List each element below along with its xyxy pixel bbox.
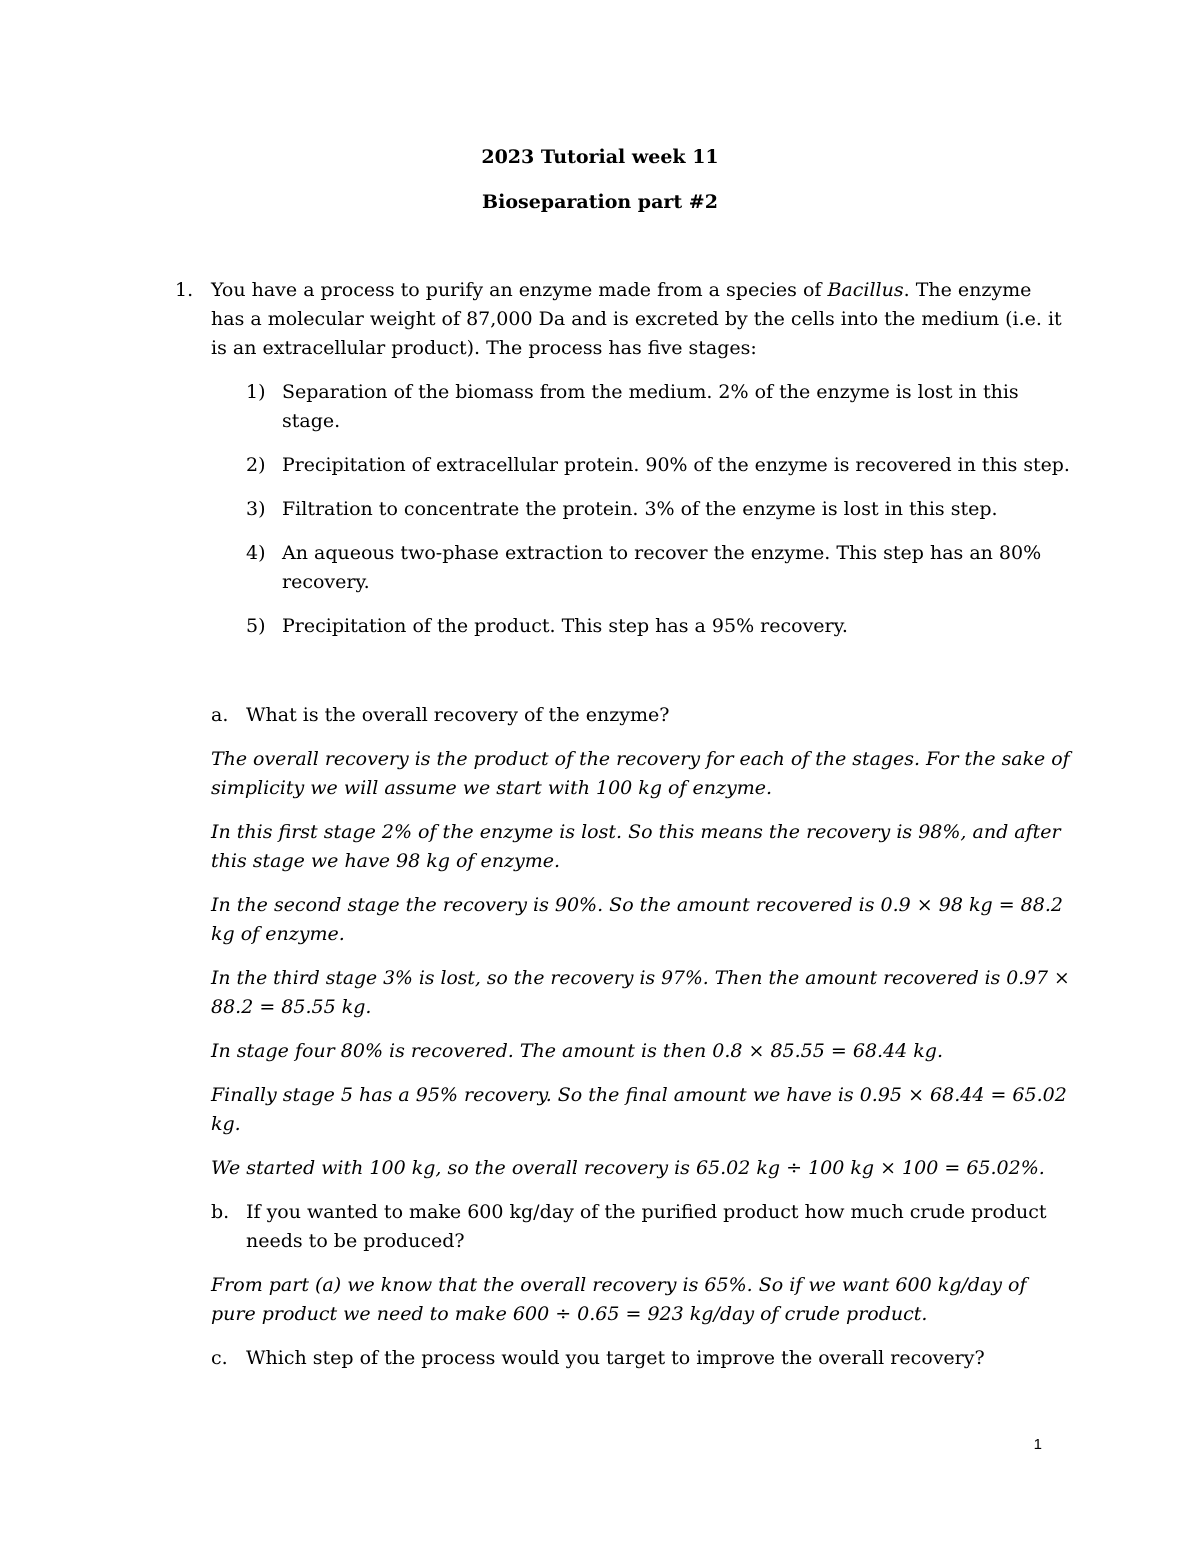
answer-line: In this first stage 2% of the enzyme is lost. So this means the recovery is 98%, and after <box>211 821 1061 843</box>
stage-text-continued: stage. <box>282 410 341 432</box>
question-intro-line-2: has a molecular weight of 87,000 Da and is excreted by the cells into the medium (i.e. it <box>211 308 1062 330</box>
answer-line: kg. <box>211 1113 241 1135</box>
question-number: 1. <box>175 279 194 301</box>
stage-number: 4) <box>246 542 266 564</box>
stage-number: 5) <box>246 615 266 637</box>
question-intro-line-3: is an extracellular product). The process has five stages: <box>211 337 757 359</box>
intro-text-end: . The enzyme <box>903 279 1032 301</box>
answer-line: 88.2 = 85.55 kg. <box>211 996 372 1018</box>
answer-line: Finally stage 5 has a 95% recovery. So the final amount we have is 0.95 × 68.44 = 65.02 <box>211 1084 1067 1106</box>
stage-text: An aqueous two-phase extraction to recover the enzyme. This step has an 80% <box>282 542 1042 564</box>
answer-line: this stage we have 98 kg of enzyme. <box>211 850 560 872</box>
answer-line: simplicity we will assume we start with 100 kg of enzyme. <box>211 777 773 799</box>
page-number: 1 <box>1033 1436 1042 1453</box>
part-b-question-continued: needs to be produced? <box>246 1230 465 1252</box>
answer-line: kg of enzyme. <box>211 923 345 945</box>
question-intro-line-1 <box>211 276 1031 305</box>
answer-line: In the third stage 3% is lost, so the recovery is 97%. Then the amount recovered is 0.97 × <box>211 967 1070 989</box>
stage-number: 1) <box>246 381 266 403</box>
answer-line: The overall recovery is the product of the recovery for each of the stages. For the sake of <box>211 748 1070 770</box>
part-label: c. <box>211 1347 228 1369</box>
stage-text: Filtration to concentrate the protein. 3% of the enzyme is lost in this step. <box>282 498 998 520</box>
intro-text: You have a process to purify an enzyme made from a species of <box>211 279 828 301</box>
answer-line: In stage four 80% is recovered. The amount is then 0.8 × 85.55 = 68.44 kg. <box>211 1040 944 1062</box>
stage-number: 3) <box>246 498 266 520</box>
document-title: 2023 Tutorial week 11 <box>481 146 719 168</box>
part-a-question: What is the overall recovery of the enzyme? <box>246 704 670 726</box>
answer-line: From part (a) we know that the overall recovery is 65%. So if we want 600 kg/day of <box>211 1274 1027 1296</box>
part-label: a. <box>211 704 229 726</box>
part-label: b. <box>211 1201 230 1223</box>
document-subtitle: Bioseparation part #2 <box>482 191 718 213</box>
stage-text: Separation of the biomass from the medium. 2% of the enzyme is lost in this <box>282 381 1019 403</box>
part-b-question: If you wanted to make 600 kg/day of the purified product how much crude product <box>246 1201 1047 1223</box>
stage-text-continued: recovery. <box>282 571 370 593</box>
part-c-question: Which step of the process would you target to improve the overall recovery? <box>246 1347 985 1369</box>
organism-name: Bacillus <box>827 279 904 301</box>
answer-line: We started with 100 kg, so the overall recovery is 65.02 kg ÷ 100 kg × 100 = 65.02%. <box>211 1157 1045 1179</box>
stage-number: 2) <box>246 454 266 476</box>
stage-text: Precipitation of extracellular protein. 90% of the enzyme is recovered in this step. <box>282 454 1070 476</box>
stage-text: Precipitation of the product. This step has a 95% recovery. <box>282 615 848 637</box>
answer-line: pure product we need to make 600 ÷ 0.65 = 923 kg/day of crude product. <box>211 1303 928 1325</box>
answer-line: In the second stage the recovery is 90%. So the amount recovered is 0.9 × 98 kg = 88.2 <box>211 894 1063 916</box>
